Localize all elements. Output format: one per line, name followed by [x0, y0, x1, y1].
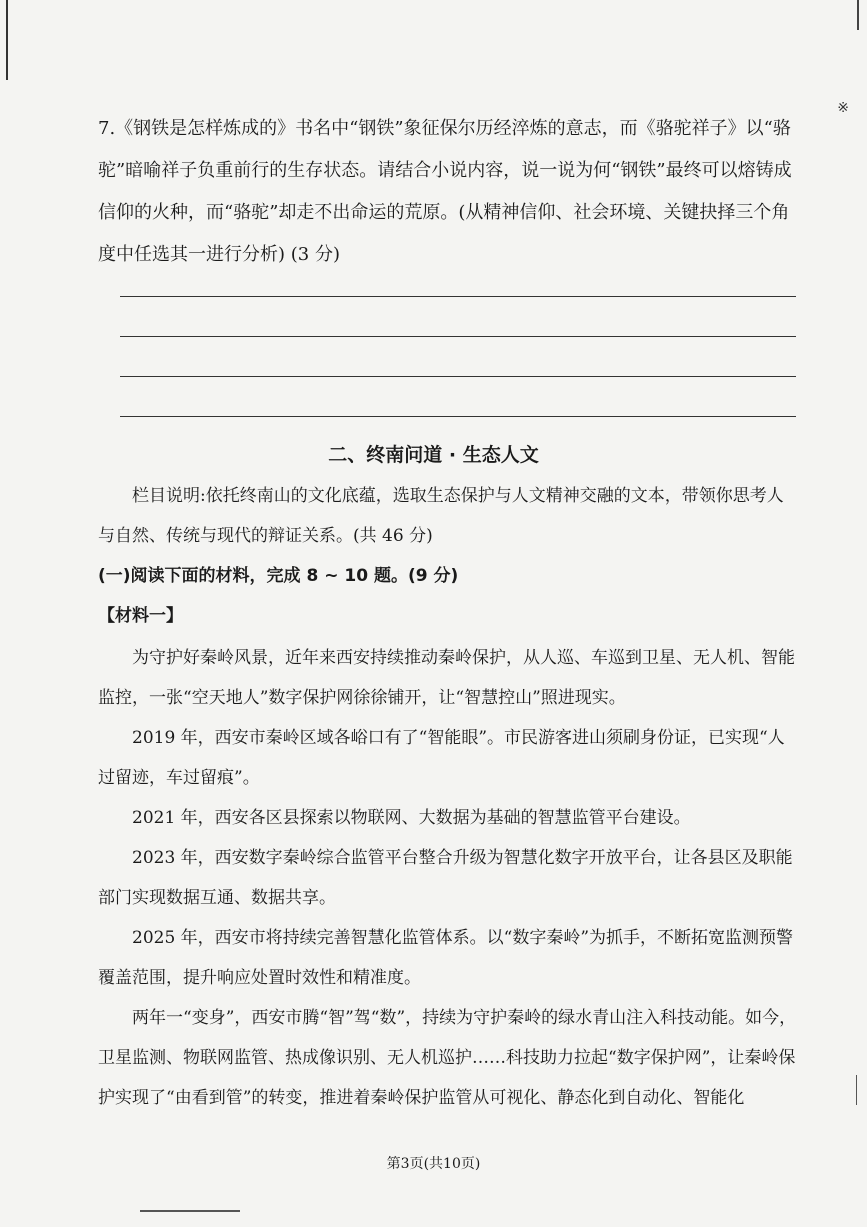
- question-7: 7.《钢铁是怎样炼成的》书名中“钢铁”象征保尔历经淬炼的意志，而《骆驼祥子》以“骆驼”暗喻祥子负重前行的生存状态。请结合小说内容，说一说为何“钢铁”最终可以熔铸成信仰的火种，而“骆驼”却走不出命运的荒原。(从精神信仰、社会环境、关键抉择三个角度中任选其一进行分析) (3 分): [98, 118, 792, 265]
- section-intro: 栏目说明:依托终南山的文化底蕴，选取生态保护与人文精神交融的文本，带领你思考人与自然、传统与现代的辩证关系。(共 46 分): [98, 486, 784, 546]
- scan-mark-icon: ※: [837, 100, 849, 116]
- material-paragraph-1: 为守护好秦岭风景，近年来西安持续推动秦岭保护，从人巡、车巡到卫星、无人机、智能监控，一张“空天地人”数字保护网徐徐铺开，让“智慧控山”照进现实。: [98, 648, 795, 708]
- material-label: 【材料一】: [98, 606, 183, 626]
- material-paragraph-2: 2019 年，西安市秦岭区域各峪口有了“智能眼”。市民游客进山须刷身份证，已实现“人过留迹，车过留痕”。: [98, 728, 785, 788]
- material-paragraph-5: 2025 年，西安市将持续完善智慧化监管体系。以“数字秦岭”为抓手，不断拓宽监测预警覆盖范围，提升响应处置时效性和精准度。: [98, 928, 794, 988]
- material-paragraph-3: 2021 年，西安各区县探索以物联网、大数据为基础的智慧监管平台建设。: [132, 808, 691, 828]
- answer-line-1[interactable]: [120, 296, 796, 297]
- section-title: 二、终南问道 · 生态人文: [328, 444, 539, 466]
- scan-edge-left: [6, 0, 8, 80]
- part-1-instruction: (一)阅读下面的材料，完成 8 ~ 10 题。(9 分): [98, 566, 459, 586]
- answer-line-4[interactable]: [120, 416, 796, 417]
- scan-bottom-mark: [140, 1210, 240, 1212]
- material-paragraph-4: 2023 年，西安数字秦岭综合监管平台整合升级为智慧化数字开放平台，让各县区及职能部门实现数据互通、数据共享。: [98, 848, 793, 908]
- answer-line-3[interactable]: [120, 376, 796, 377]
- scan-edge-right: [857, 0, 859, 30]
- answer-line-2[interactable]: [120, 336, 796, 337]
- scan-tick-right: [856, 1075, 857, 1105]
- page-number: 第3页(共10页): [386, 1156, 481, 1172]
- material-paragraph-6: 两年一“变身”，西安市腾“智”驾“数”，持续为守护秦岭的绿水青山注入科技动能。如今，卫星监测、物联网监管、热成像识别、无人机巡护……科技助力拉起“数字保护网”，让秦岭保护实现了“由看到管”的转变，推进着秦岭保护监管从可视化、静态化到自动化、智能化: [98, 1008, 797, 1108]
